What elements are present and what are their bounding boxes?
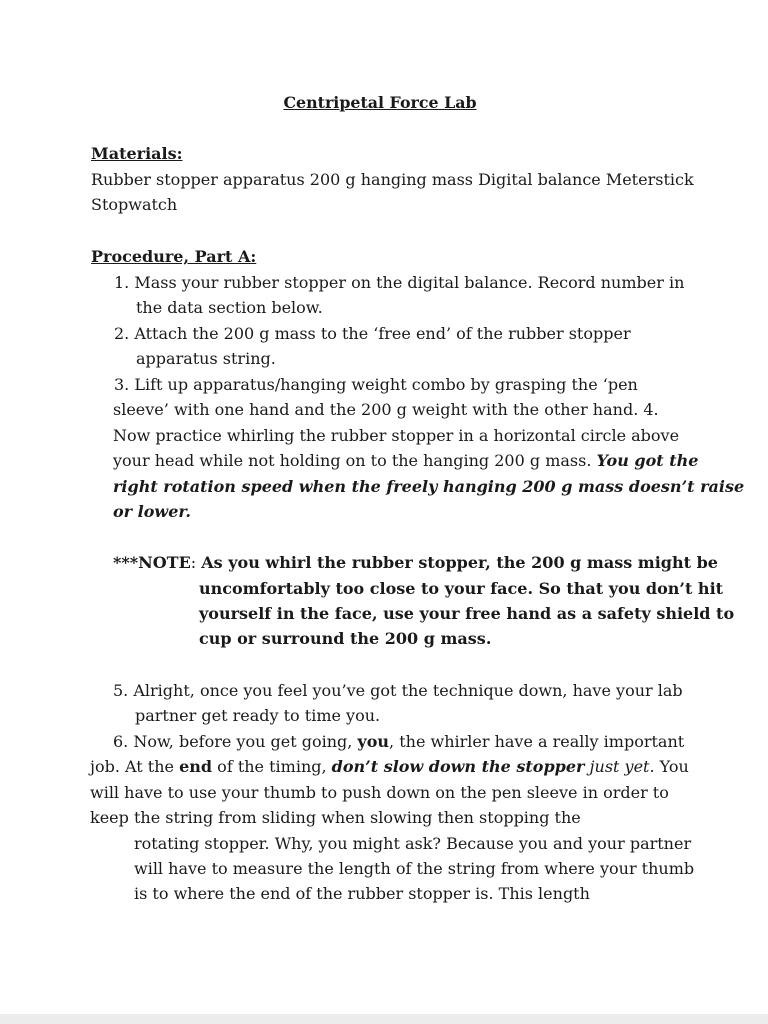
step-3-text: your head while not holding on to the hanging 200 g mass. [113,451,597,470]
step-6-emphasis: end [179,757,213,776]
step-6-line: keep the string from sliding when slowing then stopping the [90,808,581,827]
note-text: As you whirl the rubber stopper, the 200 g mass might be [201,553,718,572]
step-6-text: of the timing, [212,757,332,776]
step-6-text: You [654,757,689,776]
note-colon: : [190,553,202,572]
step-3-emphasis: You got the [596,451,699,470]
note-line: uncomfortably too close to your face. So that you don’t hit [199,579,724,598]
step-6-emphasis: you [357,732,390,751]
materials-line: Rubber stopper apparatus 200 g hanging mass Digital balance Meterstick [91,170,694,189]
step-5-line: 5. Alright, once you feel you’ve got the technique down, have your lab [113,681,683,700]
step-5-line: partner get ready to time you. [135,706,381,725]
step-6-line [90,754,689,780]
step-6-line: rotating stopper. Why, you might ask? Because you and your partner [134,834,692,853]
step-6-line: will have to measure the length of the string from where your thumb [134,859,695,878]
step-1-line: the data section below. [136,298,323,317]
step-6-text: 6. Now, before you get going, [113,732,358,751]
step-6-line: is to where the end of the rubber stopper is. This length [134,884,590,903]
step-3-line: 3. Lift up apparatus/hanging weight combo by grasping the ‘pen [114,375,638,394]
step-2-line: apparatus string. [136,349,276,368]
step-3-emphasis-line: right rotation speed when the freely hanging 200 g mass doesn’t raise [113,477,745,496]
materials-heading: Materials: [91,144,183,163]
step-3-line: sleeve’ with one hand and the 200 g weight with the other hand. 4. [113,400,659,419]
step-6-emphasis: don’t slow down the stopper [331,757,585,776]
step-2-line: 2. Attach the 200 g mass to the ‘free end’ of the rubber stopper [114,324,631,343]
note-line: yourself in the face, use your free hand as a safety shield to [199,604,735,623]
page-bottom-edge [0,1014,768,1024]
step-1-line: 1. Mass your rubber stopper on the digital balance. Record number in [114,273,685,292]
step-3-line: Now practice whirling the rubber stopper in a horizontal circle above [113,426,680,445]
procedure-heading: Procedure, Part A: [91,247,257,266]
step-6-text: , the whirler have a really important [389,732,685,751]
materials-line: Stopwatch [91,195,178,214]
step-3-line [113,448,698,474]
note-line [113,550,718,576]
step-6-italic: just yet. [584,757,655,776]
step-3-emphasis-line: or lower. [113,502,191,521]
step-6-line: will have to use your thumb to push down on the pen sleeve in order to [90,783,669,802]
note-label: ***NOTE [113,553,191,572]
page-title: Centripetal Force Lab [283,93,477,112]
step-6-text: job. At the [90,757,180,776]
step-6-line [113,729,684,755]
note-line: cup or surround the 200 g mass. [199,629,492,648]
